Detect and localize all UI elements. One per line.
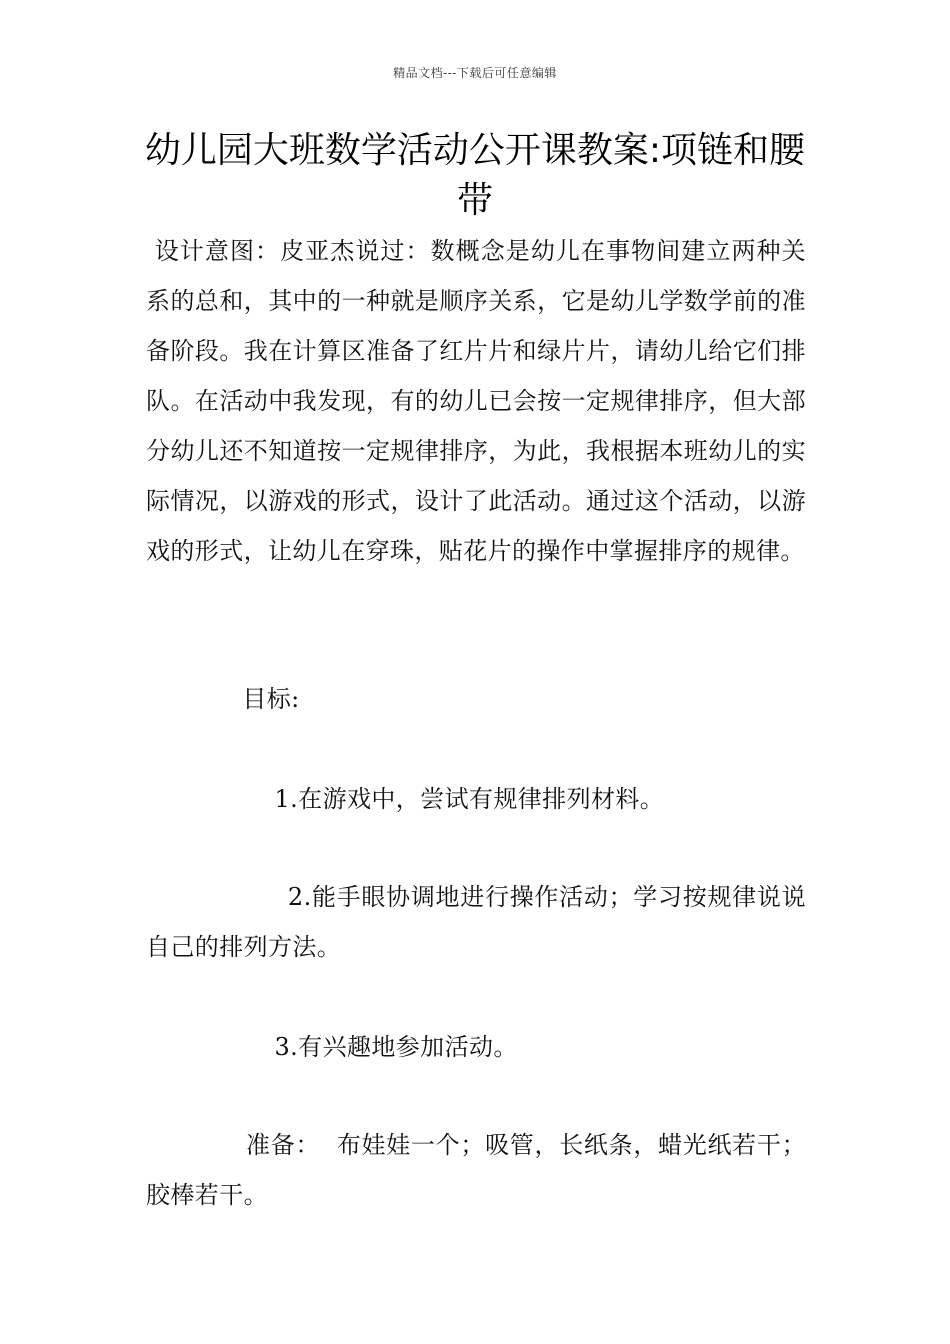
paragraph-goal-2: 2.能手眼协调地进行操作活动；学习按规律说说自己的排列方法。 — [146, 883, 806, 961]
paragraph-design-intent: 设计意图：皮亚杰说过：数概念是幼儿在事物间建立两种关系的总和，其中的一种就是顺序关系，它是幼儿学数学前的准备阶段。我在计算区准备了红片片和绿片片，请幼儿给它们排队。在活动中我发现，有的幼儿已会按一定规律排序，但大部分幼儿还不知道按一定规律排序，为此，我根据本班幼儿的实际情况，以游戏的形式，设计了此活动。通过这个活动，以游戏的形式，让幼儿在穿珠，贴花片的操作中掌握排序的规律。 — [146, 237, 807, 565]
page-header-watermark: 精品文档---下载后可任意编辑 — [393, 66, 557, 80]
paragraph-goal-1: 1.在游戏中，尝试有规律排列材料。 — [146, 785, 665, 813]
paragraph-preparation: 准备： 布娃娃一个；吸管，长纸条，蜡光纸若干；胶棒若干。 — [146, 1131, 806, 1209]
paragraph-goals-label: 目标: — [146, 685, 300, 713]
paragraph-goal-3: 3.有兴趣地参加活动。 — [146, 1033, 518, 1061]
document-title: 幼儿园大班数学活动公开课教案:项链和腰带 — [144, 130, 806, 221]
